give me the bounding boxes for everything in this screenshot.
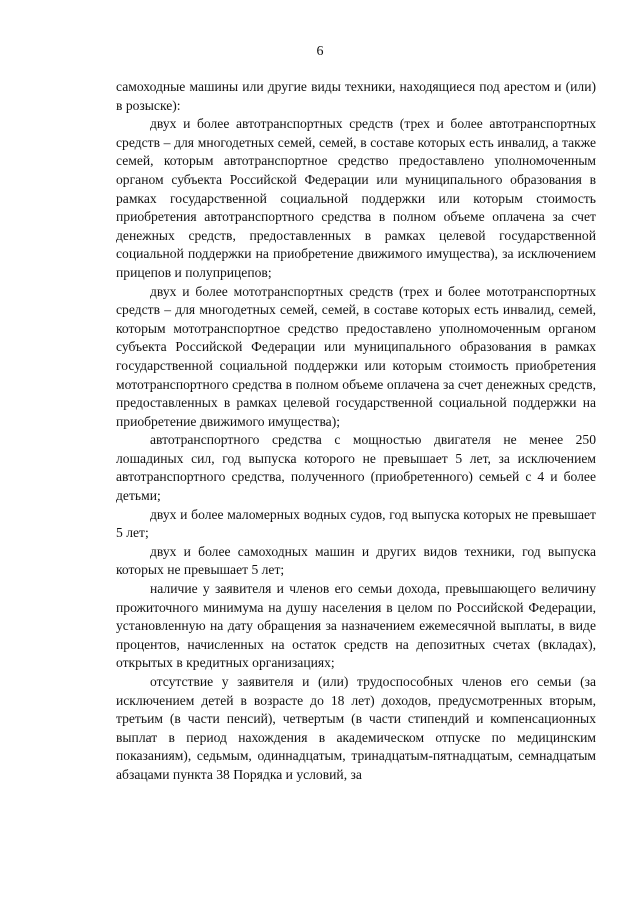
paragraph-moto-vehicles: двух и более мототранспортных средств (трех и более мототранспортных средств – для многодетных семей, семей, в составе которых есть инвалид, семей, которым мототранспортное средство предоставлено уполномоченным органом субъекта Российской Федерации или муниципального образования в рамках государственной социальной поддержки или которым стоимость приобретения мототранспортного средства в полном объеме оплачена за счет денежных средств, предоставленных в рамках целевой государственной социальной поддержки на приобретение движимого имущества); (116, 283, 596, 429)
paragraph-continuation: самоходные машины или другие виды техники, находящиеся под арестом и (или) в розыске): (116, 79, 596, 113)
page-number: 6 (316, 44, 324, 59)
paragraph-no-income: отсутствие у заявителя и (или) трудоспособных членов его семьи (за исключением детей в возрасте до 18 лет) доходов, предусмотренных вторым, третьим (в части пенсий), четвертым (в части стипендий и компенсационных выплат в период нахождения в академическом отпуске по медицинским показаниям), седьмым, одиннадцатым, тринадцатым-пятнадцатым, семнадцатым абзацами пункта 38 Порядка и условий, за (116, 674, 596, 782)
paragraph-deposit-income: наличие у заявителя и членов его семьи дохода, превышающего величину прожиточного минимума на душу населения в целом по Российской Федерации, установленную на дату обращения за назначением ежемесячной выплаты, в виде процентов, начисленных на остаток средств на депозитных счетах (вкладах), открытых в кредитных организациях; (116, 581, 596, 671)
paragraph-engine-power: автотранспортного средства с мощностью двигателя не менее 250 лошадиных сил, год выпуска которого не превышает 5 лет, за исключением автотранспортного средства, полученного (приобретенного) семьей с 4 и более детьми; (116, 432, 596, 504)
document-body (116, 78, 596, 785)
paragraph-auto-vehicles: двух и более автотранспортных средств (трех и более автотранспортных средств – для многодетных семей, семей, в составе которых есть инвалид, а также семей, которым автотранспортное средство предоставлено уполномоченным органом субъекта Российской Федерации или муниципального образования в рамках государственной социальной поддержки или которым стоимость приобретения автотранспортного средства в полном объеме оплачена за счет денежных средств, предоставленных в рамках целевой государственной социальной поддержки на приобретение движимого имущества), за исключением прицепов и полуприцепов; (116, 116, 596, 280)
paragraph-water-vessels: двух и более маломерных водных судов, год выпуска которых не превышает 5 лет; (116, 506, 596, 541)
paragraph-self-propelled: двух и более самоходных машин и других видов техники, год выпуска которых не превышает 5 лет; (116, 543, 596, 578)
